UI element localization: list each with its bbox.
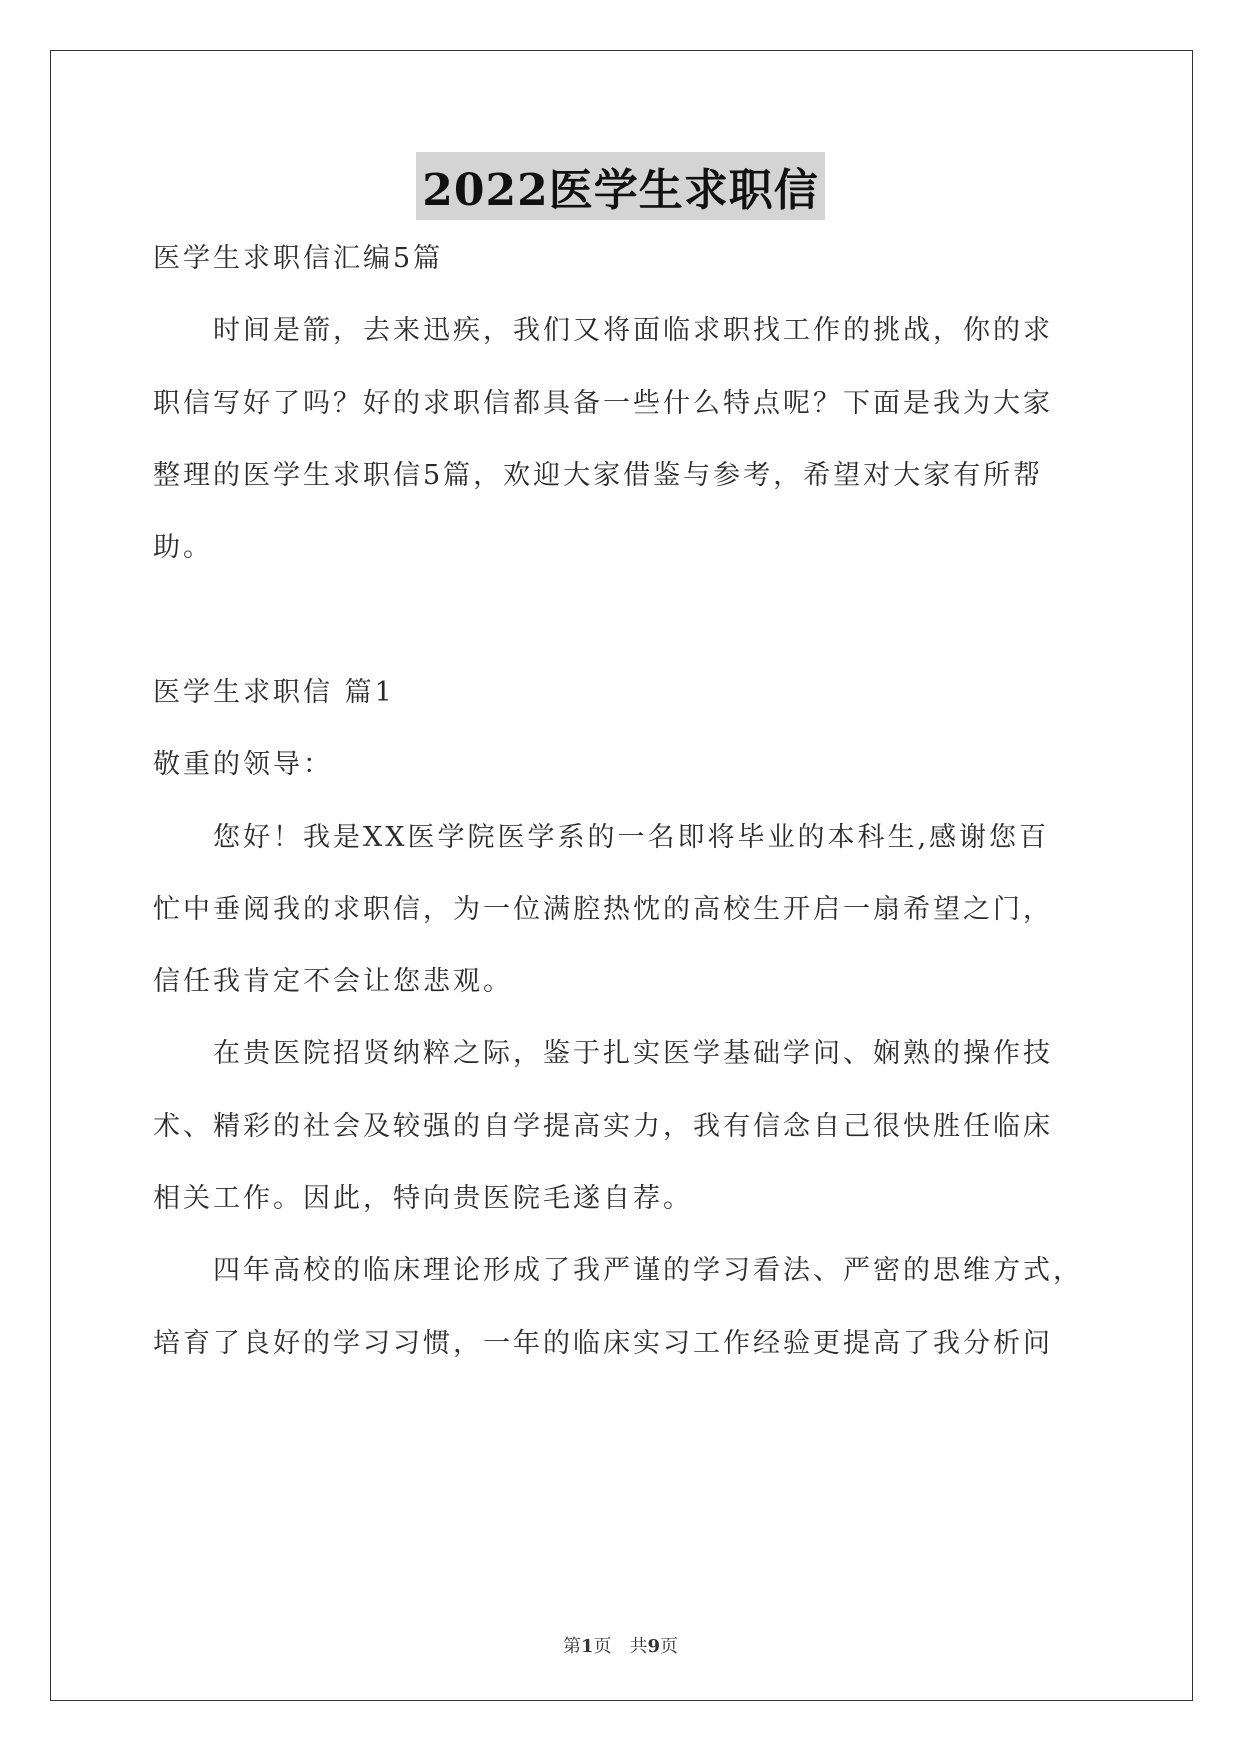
salutation: 敬重的领导： [153,749,333,780]
title-container [0,152,1241,220]
intro-line-3: 整理的医学生求职信5篇，欢迎大家借鉴与参考，希望对大家有所帮 [153,460,1044,491]
footer-prefix: 第 [562,1636,581,1657]
body-line-8: 培育了良好的学习习惯，一年的临床实习工作经验更提高了我分析问 [153,1328,1053,1359]
subtitle: 医学生求职信汇编5篇 [153,243,444,274]
body-line-7: 四年高校的临床理论形成了我严谨的学习看法、严密的思维方式， [213,1255,1083,1286]
page-border [50,50,1193,1701]
body-line-4: 在贵医院招贤纳粹之际，鉴于扎实医学基础学问、娴熟的操作技 [213,1038,1053,1069]
body-line-5: 术、精彩的社会及较强的自学提高实力，我有信念自己很快胜任临床 [153,1111,1053,1142]
body-line-2: 忙中垂阅我的求职信，为一位满腔热忱的高校生开启一扇希望之门， [153,894,1053,925]
footer-mid: 页 共 [593,1636,648,1657]
footer-page-total: 9 [647,1636,661,1657]
body-line-1: 您好！我是XX医学院医学系的一名即将毕业的本科生,感谢您百 [213,822,1050,853]
footer-suffix: 页 [660,1636,679,1657]
intro-line-1: 时间是箭，去来迅疾，我们又将面临求职找工作的挑战，你的求 [213,315,1053,346]
intro-line-2: 职信写好了吗？好的求职信都具备一些什么特点呢？下面是我为大家 [153,388,1053,419]
footer-page-current: 1 [580,1636,594,1657]
document-title: 2022医学生求职信 [416,152,824,220]
intro-line-4: 助。 [153,532,213,563]
body-line-6: 相关工作。因此，特向贵医院毛遂自荐。 [153,1183,693,1214]
body-line-3: 信任我肯定不会让您悲观。 [153,966,513,997]
page-footer [0,1632,1241,1658]
section-heading: 医学生求职信 篇1 [153,677,395,708]
